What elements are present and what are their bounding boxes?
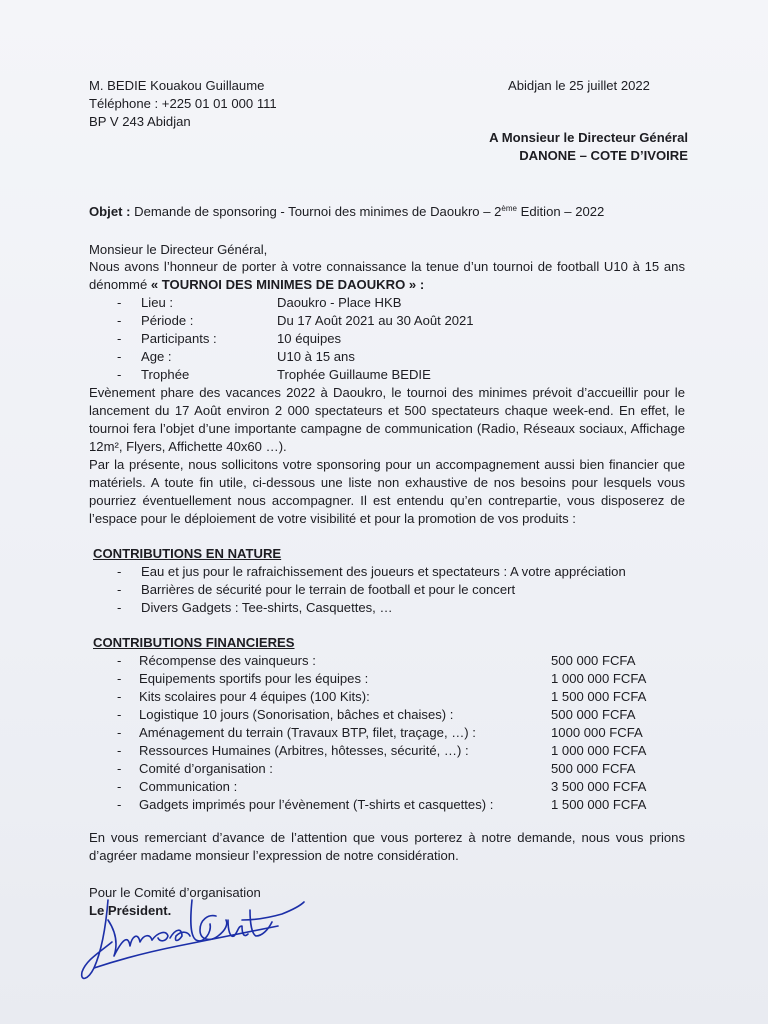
nature-item-text: Barrières de sécurité pour le terrain de football et pour le concert — [141, 582, 516, 597]
financial-item-label: Kits scolaires pour 4 équipes (100 Kits): — [139, 689, 370, 704]
list-dash: - — [117, 367, 122, 382]
list-dash: - — [117, 707, 122, 722]
list-dash: - — [117, 671, 122, 686]
financial-item-amount: 3 500 000 FCFA — [551, 779, 647, 794]
financial-item-label: Logistique 10 jours (Sonorisation, bâches et chaises) : — [139, 707, 454, 722]
financial-item-amount: 500 000 FCFA — [551, 761, 636, 776]
sender-name: M. BEDIE Kouakou Guillaume — [89, 78, 265, 93]
detail-value: Daoukro - Place HKB — [277, 295, 402, 310]
financial-item-label: Récompense des vainqueurs : — [139, 653, 316, 668]
list-dash: - — [117, 313, 122, 328]
financial-item-amount: 1 500 000 FCFA — [551, 689, 647, 704]
list-dash: - — [117, 600, 122, 615]
recipient-line-2: DANONE – COTE D’IVOIRE — [519, 148, 688, 163]
detail-label: Trophée — [141, 367, 190, 382]
list-dash: - — [117, 564, 122, 579]
financial-item-amount: 500 000 FCFA — [551, 707, 636, 722]
detail-label: Age : — [141, 349, 172, 364]
detail-value: 10 équipes — [277, 331, 342, 346]
list-dash: - — [117, 779, 122, 794]
financial-item-amount: 1 500 000 FCFA — [551, 797, 647, 812]
financial-item-amount: 1 000 000 FCFA — [551, 671, 647, 686]
signoff-line-2: Le Président. — [89, 903, 172, 918]
detail-label: Lieu : — [141, 295, 174, 310]
object-text: Demande de sponsoring - Tournoi des minimes de Daoukro – 2 — [130, 204, 502, 219]
financial-item-amount: 1000 000 FCFA — [551, 725, 643, 740]
list-dash: - — [117, 725, 122, 740]
list-dash: - — [117, 761, 122, 776]
detail-value: Trophée Guillaume BEDIE — [277, 367, 431, 382]
financial-item-amount: 1 000 000 FCFA — [551, 743, 647, 758]
nature-item-text: Eau et jus pour le rafraichissement des joueurs et spectateurs : A votre appréciation — [141, 564, 626, 579]
signature-icon — [78, 880, 318, 990]
financial-section-title: CONTRIBUTIONS FINANCIERES — [93, 635, 295, 650]
signoff-line-1: Pour le Comité d’organisation — [89, 885, 261, 900]
paragraph-request — [89, 456, 685, 528]
nature-item-text: Divers Gadgets : Tee-shirts, Casquettes, … — [141, 600, 393, 615]
financial-item-label: Ressources Humaines (Arbitres, hôtesses, sécurité, …) : — [139, 743, 469, 758]
sender-address: BP V 243 Abidjan — [89, 114, 191, 129]
list-dash: - — [117, 295, 122, 310]
intro-paragraph — [89, 258, 685, 294]
list-dash: - — [117, 331, 122, 346]
financial-item-amount: 500 000 FCFA — [551, 653, 636, 668]
recipient-line-1: A Monsieur le Directeur Général — [489, 130, 688, 145]
detail-label: Participants : — [141, 331, 217, 346]
list-dash: - — [117, 689, 122, 704]
list-dash: - — [117, 349, 122, 364]
financial-item-label: Aménagement du terrain (Travaux BTP, filet, traçage, …) : — [139, 725, 476, 740]
object-line — [89, 203, 604, 221]
place-date: Abidjan le 25 juillet 2022 — [508, 78, 650, 93]
paragraph-event — [89, 384, 685, 456]
paragraph-event-text: Evènement phare des vacances 2022 à Daoukro, le tournoi des minimes prévoit d’accueillir pour le lancement du 17 Août environ 2 000 spectateurs et 500 spectateurs chaque week-end. En effet, le tournoi fera l’objet d’une importante campagne de communication (Radio, Réseaux sociaux, Affichage 12m², Flyers, Affichette 40x60 …). — [89, 385, 685, 454]
list-dash: - — [117, 582, 122, 597]
object-label: Objet : — [89, 204, 131, 219]
paragraph-request-text: Par la présente, nous sollicitons votre sponsoring pour un accompagnement aussi bien financier que matériels. A toute fin utile, ci-dessous une liste non exhaustive de nos besoins pour lesquels vous pourriez éventuellement nous accompagner. Il est entendu qu’en contrepartie, vous disposerez de l’espace pour le déploiement de votre visibilité et pour la promotion de vos produits : — [89, 457, 685, 526]
object-superscript: ème — [501, 204, 517, 213]
list-dash: - — [117, 743, 122, 758]
intro-text: Nous avons l’honneur de porter à votre connaissance la tenue d’un tournoi de football U10 à 15 ans dénommé — [89, 259, 685, 292]
nature-section-title: CONTRIBUTIONS EN NATURE — [93, 546, 282, 561]
detail-value: Du 17 Août 2021 au 30 Août 2021 — [277, 313, 474, 328]
financial-item-label: Comité d’organisation : — [139, 761, 273, 776]
closing-paragraph — [89, 829, 685, 865]
list-dash: - — [117, 797, 122, 812]
financial-item-label: Communication : — [139, 779, 238, 794]
financial-item-label: Equipements sportifs pour les équipes : — [139, 671, 369, 686]
detail-value: U10 à 15 ans — [277, 349, 355, 364]
object-text-end: Edition – 2022 — [516, 204, 605, 219]
financial-item-label: Gadgets imprimés pour l’évènement (T-shirts et casquettes) : — [139, 797, 494, 812]
event-name: « TOURNOI DES MINIMES DE DAOUKRO » : — [150, 277, 425, 292]
list-dash: - — [117, 653, 122, 668]
detail-label: Période : — [141, 313, 194, 328]
sender-phone: Téléphone : +225 01 01 000 111 — [89, 96, 277, 111]
closing-text: En vous remerciant d’avance de l’attention que vous porterez à notre demande, nous vous prions d’agréer madame monsieur l’expression de notre considération. — [89, 830, 685, 863]
salutation: Monsieur le Directeur Général, — [89, 242, 268, 257]
